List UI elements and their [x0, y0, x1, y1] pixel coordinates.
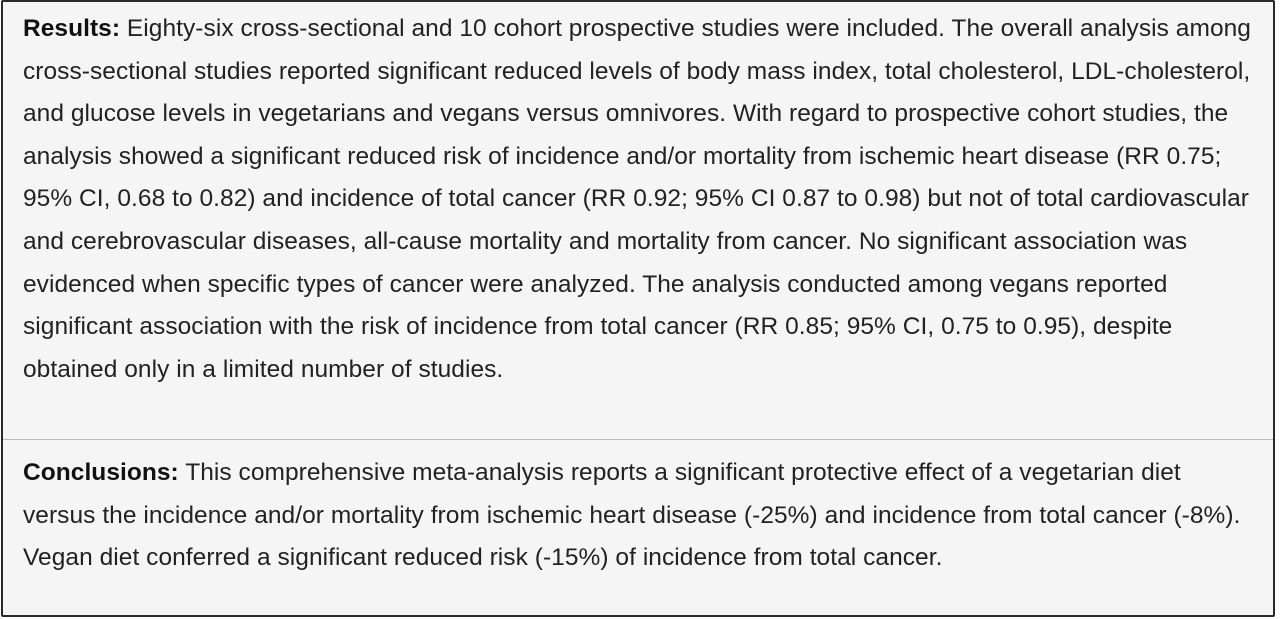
conclusions-text: This comprehensive meta-analysis reports a significant protective effect of a vegetarian diet versus the incidence and/or mortality from ischemic heart disease (-25%) and incidence from total cancer (-8%). Vegan diet conferred a significant reduced risk (-15%) of incidence from total cancer. [23, 459, 1241, 572]
conclusions-paragraph [3, 446, 1273, 619]
abstract-card [1, 0, 1275, 617]
results-paragraph [3, 2, 1273, 440]
results-text: Eighty-six cross-sectional and 10 cohort prospective studies were included. The overall analysis among cross-sectional studies reported significant reduced levels of body mass index, total cholesterol, LDL-cholesterol, and glucose levels in vegetarians and vegans versus omnivores. With regard to prospective cohort studies, the analysis showed a significant reduced risk of incidence and/or mortality from ischemic heart disease (RR 0.75; 95% CI, 0.68 to 0.82) and incidence of total cancer (RR 0.92; 95% CI 0.87 to 0.98) but not of total cardiovascular and cerebrovascular diseases, all-cause mortality and mortality from cancer. No significant association was evidenced when specific types of cancer were analyzed. The analysis conducted among vegans reported significant association with the risk of incidence from total cancer (RR 0.85; 95% CI, 0.75 to 0.95), despite obtained only in a limited number of studies. [23, 15, 1251, 383]
conclusions-label: Conclusions: [23, 459, 179, 486]
results-label: Results: [23, 15, 121, 42]
